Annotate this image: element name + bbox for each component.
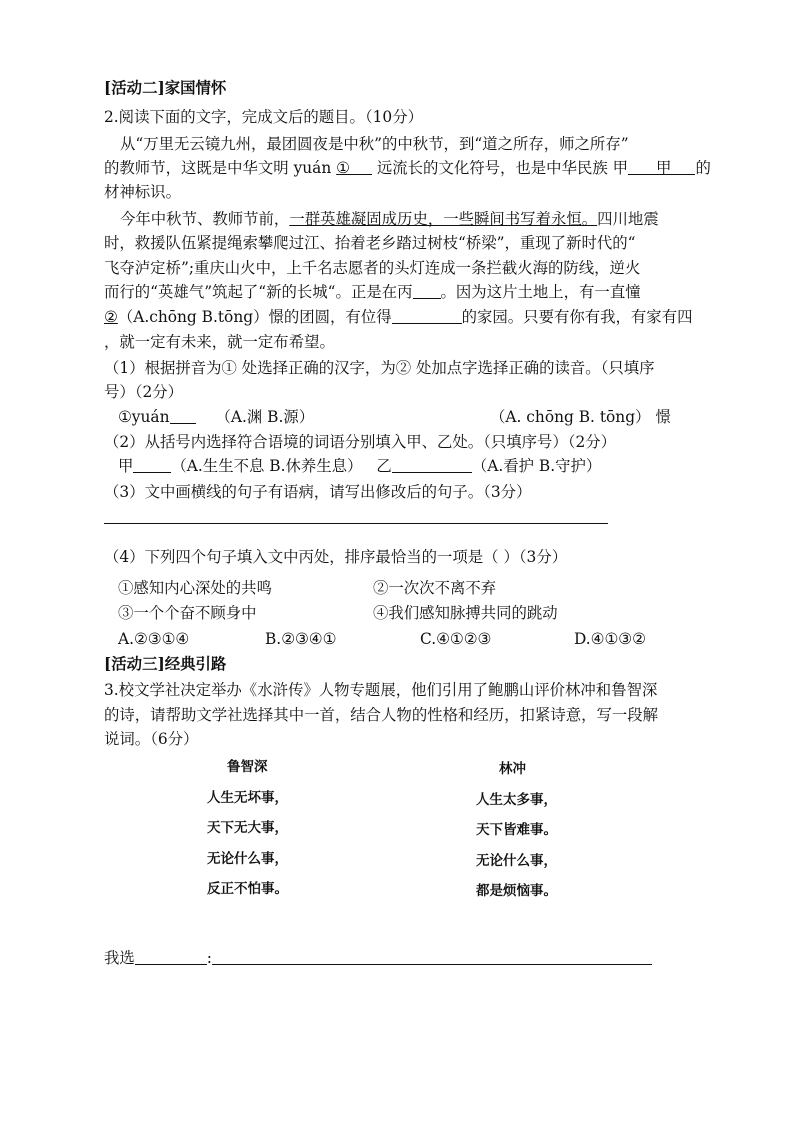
- q2-jia-options: （A.生生不息 B.休养生息）: [171, 457, 363, 475]
- passage-text: 而行的“英雄气”筑起了“新的长城“。正是在丙: [104, 283, 413, 301]
- q1-answer-1[interactable]: [170, 408, 196, 424]
- blank-jia-marker: 甲: [656, 159, 672, 177]
- answer-row: [104, 947, 652, 969]
- passage-text: （A.chōng B.tōng）憬的团圆，有位得: [117, 308, 392, 326]
- activity2-header: [活动二]家国情怀: [104, 79, 227, 97]
- q4-sentence-1: ①感知内心深处的共鸣: [118, 579, 272, 597]
- poem-lin-line: 人生太多事，: [476, 792, 557, 808]
- poem-lu-line: 天下无大事，: [207, 820, 288, 836]
- activity3-header: [活动三]经典引路: [104, 655, 227, 673]
- blank-1[interactable]: [350, 159, 372, 175]
- answer-label: 我选: [104, 949, 135, 967]
- blank-jia-left[interactable]: [628, 159, 656, 175]
- passage-text: 的教师节，这既是中华文明 yuán: [104, 159, 337, 177]
- poem-lin-line: 都是烦恼事。: [476, 883, 557, 899]
- answer-colon: :: [206, 949, 212, 967]
- passage-p1-line3: 材神标识。: [104, 183, 181, 201]
- q4-option-c[interactable]: C.④①②③: [420, 630, 492, 648]
- q4-sentence-2: ②一次次不离不弃: [373, 579, 497, 597]
- poem-lu-title: 鲁智深: [227, 759, 268, 775]
- passage-text: 远流长的文化符号，也是中华民族 甲: [371, 159, 629, 177]
- q1-option2: （A. chōng B. tōng） 憬: [490, 408, 671, 426]
- poem-lu-line: 人生无坏事，: [207, 790, 288, 806]
- blank-jia-right[interactable]: [671, 159, 695, 175]
- q3-stem: （3）文中画横线的句子有语病，请写出修改后的句子。（3分）: [104, 483, 532, 501]
- q4-option-d[interactable]: D.④①③②: [574, 630, 646, 648]
- q4-sentence-3: ③一个个奋不顾身中: [118, 604, 257, 622]
- q1-stem-line2: 号）（2分）: [104, 383, 184, 401]
- q1-option1-choices: （A.渊 B.源）: [215, 408, 315, 426]
- underlined-sentence: 一群英雄凝固成历史，一些瞬间书写着永恒。: [289, 210, 598, 228]
- passage-p2-line1: [120, 208, 659, 230]
- passage-p1-line1: 从“万里无云镜九州，最团圆夜是中秋”的中秋节，到“道之所存，师之所存”: [120, 135, 629, 153]
- q1-option1: [118, 406, 314, 428]
- q2-yi-label: 乙: [376, 457, 392, 475]
- poem-lu-line: 无论什么事，: [207, 851, 288, 867]
- poem-lin-line: 无论什么事，: [476, 853, 557, 869]
- passage-text: 今年中秋节、教师节前，: [120, 210, 290, 228]
- blank-2-marker: ②: [104, 308, 118, 326]
- passage-p2-line5: [104, 306, 692, 328]
- question-2-stem: 2.阅读下面的文字，完成文后的题目。（10分）: [104, 108, 423, 126]
- passage-p2-line4: [104, 281, 641, 303]
- passage-p1-line2: [104, 157, 711, 179]
- q2-jia-label: 甲: [118, 457, 134, 475]
- q2-stem: （2）从括号内选择符合语境的词语分别填入甲、乙处。（只填序号）（2分）: [104, 433, 617, 451]
- q4-sentence-4: ④我们感知脉搏共同的跳动: [373, 604, 558, 622]
- q4-stem: （4）下列四个句子填入文中丙处，排序最恰当的一项是（ ）（3分）: [104, 548, 568, 566]
- poem-lu-line: 反正不怕事。: [207, 881, 288, 897]
- question-3-line2: 的诗，请帮助文学社选择其中一首，结合人物的性格和经历，扣紧诗意，写一段解: [104, 706, 659, 724]
- q1-option1-label: ①yuán: [118, 408, 170, 426]
- q2-yi-options: （A.看护 B.守护）: [471, 457, 602, 475]
- poem-lin-title: 林冲: [499, 761, 526, 777]
- q4-option-b[interactable]: B.②③④①: [265, 630, 337, 648]
- passage-p2-line3: 飞夺泸定桥”;重庆山火中，上千名志愿者的头灯连成一条拦截火海的防线，逆火: [104, 259, 641, 277]
- question-3-line3: 说词。（6分）: [104, 730, 199, 748]
- blank-yi[interactable]: [392, 308, 462, 324]
- q2-yi-answer[interactable]: [392, 457, 472, 473]
- blank-bing[interactable]: [413, 283, 441, 299]
- passage-text: 。因为这片土地上，有一直憧: [440, 283, 641, 301]
- passage-text: 四川地震: [597, 210, 659, 228]
- blank-1-marker: ①: [336, 159, 350, 177]
- poem-lin-line: 天下皆难事。: [476, 822, 557, 838]
- passage-p2-line2: 时，救援队伍紧提绳索攀爬过江、抬着老乡踏过树枝“桥梁”，重现了新时代的“: [104, 234, 636, 252]
- q1-stem-line1: （1）根据拼音为① 处选择正确的汉字，为② 处加点字选择正确的读音。（只填序: [104, 359, 655, 377]
- q3-answer-line[interactable]: [104, 523, 608, 524]
- answer-choice-blank[interactable]: [135, 949, 207, 965]
- q4-option-a[interactable]: A.②③①④: [118, 630, 190, 648]
- question-3-line1: 3.校文学社决定举办《水浒传》人物专题展，他们引用了鲍鹏山评价林冲和鲁智深: [104, 681, 658, 699]
- q2-answers: [118, 455, 601, 477]
- answer-text-line[interactable]: [212, 949, 652, 965]
- passage-text: 的: [695, 159, 711, 177]
- passage-p2-line6: ，就一定有未来，就一定布希望。: [104, 333, 335, 351]
- passage-text: 的家园。只要有你有我，有家有四: [461, 308, 693, 326]
- q2-jia-answer[interactable]: [133, 457, 171, 473]
